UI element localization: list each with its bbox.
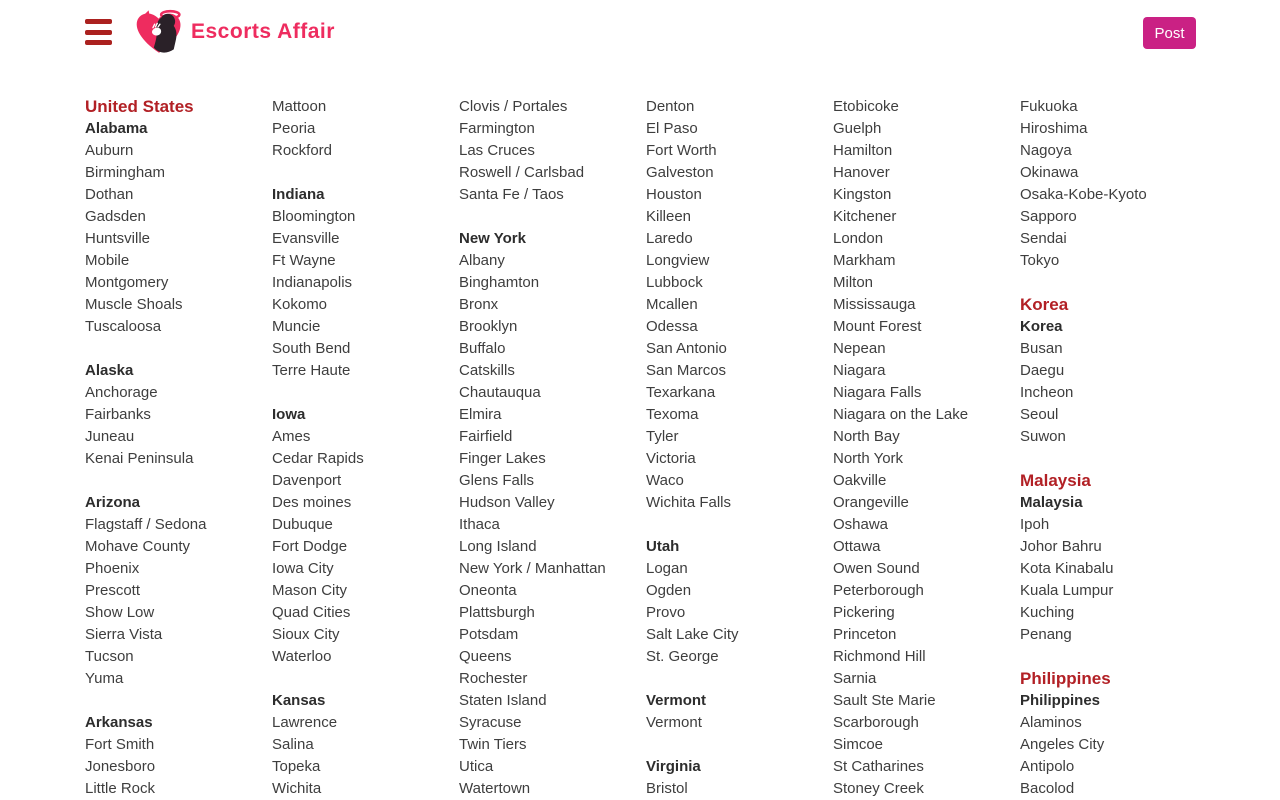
- city-link[interactable]: Muscle Shoals: [85, 296, 183, 313]
- state-link[interactable]: New York: [459, 230, 526, 247]
- city-link[interactable]: Fort Smith: [85, 736, 155, 753]
- city-link[interactable]: Alaminos: [1020, 714, 1082, 731]
- city-link[interactable]: Glens Falls: [459, 472, 535, 489]
- city-link[interactable]: San Antonio: [646, 340, 727, 357]
- city-link[interactable]: Bloomington: [272, 208, 356, 225]
- city-link[interactable]: Milton: [833, 274, 874, 291]
- city-link[interactable]: Oneonta: [459, 582, 517, 599]
- city-link[interactable]: South Bend: [272, 340, 351, 357]
- state-link[interactable]: Korea: [1020, 318, 1063, 335]
- state-link[interactable]: Philippines: [1020, 692, 1101, 709]
- spacer: [646, 514, 833, 536]
- city-link[interactable]: Indianapolis: [272, 274, 353, 291]
- city-link[interactable]: Mount Forest: [833, 318, 922, 335]
- city-link[interactable]: Brooklyn: [459, 318, 518, 335]
- city-link[interactable]: Waco: [646, 472, 684, 489]
- city-link[interactable]: Ithaca: [459, 516, 500, 533]
- city-link[interactable]: Pickering: [833, 604, 895, 621]
- city-link[interactable]: Plattsburgh: [459, 604, 535, 621]
- state-link[interactable]: Malaysia: [1020, 494, 1083, 511]
- city-link[interactable]: St. George: [646, 648, 719, 665]
- city-link[interactable]: Salt Lake City: [646, 626, 739, 643]
- state-link[interactable]: Alaska: [85, 362, 134, 379]
- city-link[interactable]: Potsdam: [459, 626, 519, 643]
- city-link[interactable]: Des moines: [272, 494, 352, 511]
- spacer: [85, 338, 272, 360]
- city-link[interactable]: Wichita Falls: [646, 494, 732, 511]
- city-link[interactable]: Ogden: [646, 582, 692, 599]
- spacer: [85, 690, 272, 712]
- city-link[interactable]: London: [833, 230, 884, 247]
- city-link[interactable]: Texarkana: [646, 384, 716, 401]
- country-header: Malaysia: [1020, 471, 1091, 490]
- city-link[interactable]: Catskills: [459, 362, 515, 379]
- city-link[interactable]: Mobile: [85, 252, 130, 269]
- city-link[interactable]: Kokomo: [272, 296, 328, 313]
- city-link[interactable]: Mason City: [272, 582, 348, 599]
- post-button[interactable]: Post: [1143, 17, 1196, 49]
- city-link[interactable]: Finger Lakes: [459, 450, 546, 467]
- spacer: [272, 162, 459, 184]
- city-link[interactable]: Niagara Falls: [833, 384, 922, 401]
- directory-column: [272, 96, 459, 800]
- city-link[interactable]: Fukuoka: [1020, 98, 1078, 115]
- city-link[interactable]: Las Cruces: [459, 142, 535, 159]
- city-link[interactable]: Anchorage: [85, 384, 158, 401]
- city-link[interactable]: Quad Cities: [272, 604, 351, 621]
- city-link[interactable]: Juneau: [85, 428, 135, 445]
- city-link[interactable]: Elmira: [459, 406, 502, 423]
- hamburger-icon: [85, 40, 112, 45]
- state-link[interactable]: Kansas: [272, 692, 326, 709]
- city-link[interactable]: Peterborough: [833, 582, 924, 599]
- spacer: [272, 382, 459, 404]
- city-link[interactable]: Penang: [1020, 626, 1072, 643]
- spacer: [646, 734, 833, 756]
- city-link[interactable]: Bronx: [459, 296, 499, 313]
- city-link[interactable]: Roswell / Carlsbad: [459, 164, 585, 181]
- city-link[interactable]: Queens: [459, 648, 512, 665]
- city-link[interactable]: Birmingham: [85, 164, 166, 181]
- city-link[interactable]: Ottawa: [833, 538, 881, 555]
- city-link[interactable]: Laredo: [646, 230, 693, 247]
- city-link[interactable]: Orangeville: [833, 494, 909, 511]
- city-link[interactable]: Kingston: [833, 186, 892, 203]
- city-link[interactable]: Show Low: [85, 604, 155, 621]
- city-link[interactable]: Oshawa: [833, 516, 889, 533]
- city-link[interactable]: Kitchener: [833, 208, 897, 225]
- city-link[interactable]: Simcoe: [833, 736, 884, 753]
- city-link[interactable]: Okinawa: [1020, 164, 1079, 181]
- city-link[interactable]: Tyler: [646, 428, 679, 445]
- city-link[interactable]: Sierra Vista: [85, 626, 163, 643]
- city-link[interactable]: Tokyo: [1020, 252, 1060, 269]
- city-link[interactable]: Dothan: [85, 186, 134, 203]
- city-link[interactable]: Daegu: [1020, 362, 1065, 379]
- spacer: [1020, 272, 1207, 294]
- city-link[interactable]: Terre Haute: [272, 362, 351, 379]
- city-link[interactable]: Osaka-Kobe-Kyoto: [1020, 186, 1147, 203]
- directory-column: [1020, 96, 1207, 800]
- city-link[interactable]: Ft Wayne: [272, 252, 336, 269]
- city-link[interactable]: Dubuque: [272, 516, 333, 533]
- city-link[interactable]: Antipolo: [1020, 758, 1075, 775]
- city-link[interactable]: Victoria: [646, 450, 696, 467]
- city-link[interactable]: Niagara on the Lake: [833, 406, 969, 423]
- city-link[interactable]: Gadsden: [85, 208, 146, 225]
- city-link[interactable]: Salina: [272, 736, 314, 753]
- state-link[interactable]: Vermont: [646, 692, 707, 709]
- state-link[interactable]: Arizona: [85, 494, 141, 511]
- city-link[interactable]: Watertown: [459, 780, 531, 797]
- city-link[interactable]: Yuma: [85, 670, 124, 687]
- city-link[interactable]: Lawrence: [272, 714, 338, 731]
- city-link[interactable]: Flagstaff / Sedona: [85, 516, 207, 533]
- directory-column: [833, 96, 1020, 800]
- city-link[interactable]: Prescott: [85, 582, 141, 599]
- city-link[interactable]: Hiroshima: [1020, 120, 1088, 137]
- country-header: United States: [85, 97, 194, 116]
- city-link[interactable]: Davenport: [272, 472, 342, 489]
- city-link[interactable]: Montgomery: [85, 274, 169, 291]
- city-link[interactable]: North Bay: [833, 428, 900, 445]
- city-link[interactable]: Fairbanks: [85, 406, 151, 423]
- city-link[interactable]: Guelph: [833, 120, 882, 137]
- city-link[interactable]: Johor Bahru: [1020, 538, 1102, 555]
- city-link[interactable]: Mcallen: [646, 296, 698, 313]
- city-link[interactable]: Fairfield: [459, 428, 513, 445]
- location-directory: [0, 70, 1280, 800]
- city-link[interactable]: Sioux City: [272, 626, 340, 643]
- city-link[interactable]: Suwon: [1020, 428, 1066, 445]
- city-link[interactable]: Kota Kinabalu: [1020, 560, 1114, 577]
- city-link[interactable]: Tucson: [85, 648, 134, 665]
- city-link[interactable]: Muncie: [272, 318, 321, 335]
- city-link[interactable]: Buffalo: [459, 340, 506, 357]
- city-link[interactable]: Kenai Peninsula: [85, 450, 194, 467]
- city-link[interactable]: Phoenix: [85, 560, 140, 577]
- city-link[interactable]: Fort Worth: [646, 142, 717, 159]
- city-link[interactable]: Ames: [272, 428, 311, 445]
- hamburger-icon: [85, 19, 112, 24]
- state-link[interactable]: Utah: [646, 538, 680, 555]
- spacer: [85, 470, 272, 492]
- city-link[interactable]: Bristol: [646, 780, 688, 797]
- city-link[interactable]: Princeton: [833, 626, 897, 643]
- city-link[interactable]: Bacolod: [1020, 780, 1075, 797]
- city-link[interactable]: Texoma: [646, 406, 699, 423]
- city-link[interactable]: Incheon: [1020, 384, 1074, 401]
- logo-text: Escorts Affair: [191, 20, 335, 43]
- city-link[interactable]: Richmond Hill: [833, 648, 926, 665]
- city-link[interactable]: Twin Tiers: [459, 736, 527, 753]
- city-link[interactable]: North York: [833, 450, 904, 467]
- city-link[interactable]: Little Rock: [85, 780, 156, 797]
- directory-column: [646, 96, 833, 800]
- city-link[interactable]: Scarborough: [833, 714, 919, 731]
- city-link[interactable]: Lubbock: [646, 274, 703, 291]
- city-link[interactable]: Cedar Rapids: [272, 450, 364, 467]
- country-header: Korea: [1020, 295, 1069, 314]
- city-link[interactable]: Kuching: [1020, 604, 1075, 621]
- city-link[interactable]: Mississauga: [833, 296, 916, 313]
- city-link[interactable]: Busan: [1020, 340, 1063, 357]
- city-link[interactable]: Huntsville: [85, 230, 151, 247]
- city-link[interactable]: Long Island: [459, 538, 537, 555]
- city-link[interactable]: Killeen: [646, 208, 692, 225]
- city-link[interactable]: Peoria: [272, 120, 316, 137]
- city-link[interactable]: Binghamton: [459, 274, 540, 291]
- city-link[interactable]: New York / Manhattan: [459, 560, 606, 577]
- city-link[interactable]: Santa Fe / Taos: [459, 186, 564, 203]
- logo[interactable]: [133, 8, 335, 56]
- state-link[interactable]: Arkansas: [85, 714, 153, 731]
- city-link[interactable]: Odessa: [646, 318, 698, 335]
- city-link[interactable]: Owen Sound: [833, 560, 920, 577]
- city-link[interactable]: Sapporo: [1020, 208, 1077, 225]
- city-link[interactable]: Provo: [646, 604, 686, 621]
- state-link[interactable]: Indiana: [272, 186, 325, 203]
- city-link[interactable]: Stoney Creek: [833, 780, 924, 797]
- city-link[interactable]: Seoul: [1020, 406, 1059, 423]
- city-link[interactable]: Markham: [833, 252, 896, 269]
- logo-heart-icon: [133, 8, 185, 56]
- city-link[interactable]: Waterloo: [272, 648, 332, 665]
- spacer: [646, 668, 833, 690]
- city-link[interactable]: Fort Dodge: [272, 538, 348, 555]
- spacer: [459, 206, 646, 228]
- city-link[interactable]: Tuscaloosa: [85, 318, 162, 335]
- hamburger-icon: [85, 30, 112, 35]
- city-link[interactable]: Auburn: [85, 142, 134, 159]
- city-link[interactable]: Wichita: [272, 780, 322, 797]
- city-link[interactable]: Houston: [646, 186, 702, 203]
- city-link[interactable]: San Marcos: [646, 362, 727, 379]
- city-link[interactable]: Jonesboro: [85, 758, 156, 775]
- city-link[interactable]: Kuala Lumpur: [1020, 582, 1114, 599]
- city-link[interactable]: Clovis / Portales: [459, 98, 568, 115]
- city-link[interactable]: Topeka: [272, 758, 321, 775]
- hamburger-menu-button[interactable]: [85, 18, 112, 46]
- country-header: Philippines: [1020, 669, 1111, 688]
- city-link[interactable]: Logan: [646, 560, 688, 577]
- city-link[interactable]: Sault Ste Marie: [833, 692, 936, 709]
- top-bar: [0, 0, 1280, 70]
- city-link[interactable]: Staten Island: [459, 692, 547, 709]
- city-link[interactable]: Denton: [646, 98, 695, 115]
- city-link[interactable]: Hanover: [833, 164, 890, 181]
- city-link[interactable]: Nagoya: [1020, 142, 1072, 159]
- spacer: [1020, 646, 1207, 668]
- city-link[interactable]: Syracuse: [459, 714, 522, 731]
- city-link[interactable]: Galveston: [646, 164, 714, 181]
- state-link[interactable]: Virginia: [646, 758, 701, 775]
- city-link[interactable]: Ipoh: [1020, 516, 1050, 533]
- state-link[interactable]: Iowa: [272, 406, 306, 423]
- city-link[interactable]: Hudson Valley: [459, 494, 555, 511]
- city-link[interactable]: Longview: [646, 252, 710, 269]
- city-link[interactable]: Evansville: [272, 230, 340, 247]
- city-link[interactable]: El Paso: [646, 120, 698, 137]
- city-link[interactable]: Farmington: [459, 120, 535, 137]
- city-link[interactable]: Sendai: [1020, 230, 1067, 247]
- directory-column: [459, 96, 646, 800]
- city-link[interactable]: Albany: [459, 252, 505, 269]
- city-link[interactable]: Rochester: [459, 670, 528, 687]
- spacer: [272, 668, 459, 690]
- city-link[interactable]: Nepean: [833, 340, 886, 357]
- state-link[interactable]: Alabama: [85, 120, 148, 137]
- city-link[interactable]: Chautauqua: [459, 384, 541, 401]
- city-link[interactable]: Rockford: [272, 142, 333, 159]
- city-link[interactable]: Sarnia: [833, 670, 877, 687]
- city-link[interactable]: Mohave County: [85, 538, 191, 555]
- city-link[interactable]: Vermont: [646, 714, 702, 731]
- city-link[interactable]: Iowa City: [272, 560, 334, 577]
- city-link[interactable]: St Catharines: [833, 758, 924, 775]
- spacer: [1020, 448, 1207, 470]
- city-link[interactable]: Niagara: [833, 362, 886, 379]
- city-link[interactable]: Etobicoke: [833, 98, 899, 115]
- city-link[interactable]: Hamilton: [833, 142, 893, 159]
- city-link[interactable]: Mattoon: [272, 98, 327, 115]
- city-link[interactable]: Oakville: [833, 472, 887, 489]
- city-link[interactable]: Utica: [459, 758, 494, 775]
- city-link[interactable]: Angeles City: [1020, 736, 1105, 753]
- directory-column: [85, 96, 272, 800]
